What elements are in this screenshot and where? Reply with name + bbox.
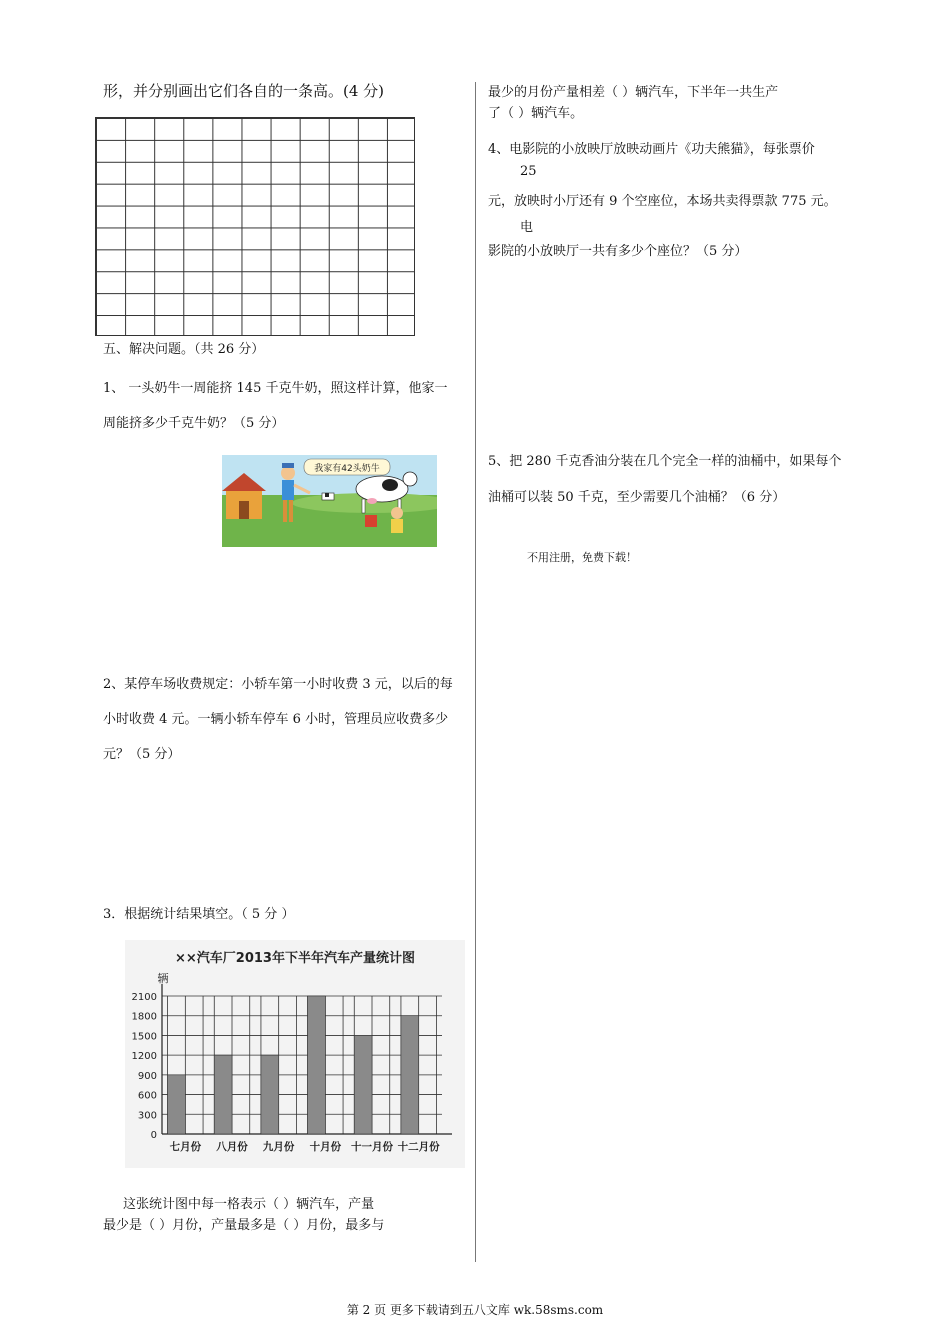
chart-bar-6	[401, 1016, 419, 1134]
chart-title: ××汽车厂2013年下半年汽车产量统计图	[175, 951, 415, 966]
q3-cont-line1: 最少的月份产量相差（ ）辆汽车，下半年一共生产	[488, 85, 779, 100]
chart-y-tick-label: 1800	[131, 1011, 157, 1023]
page-footer: 第 2 页 更多下载请到五八文库 wk.58sms.com	[346, 1303, 604, 1317]
farm-illustration	[222, 455, 437, 547]
chart-x-tick-label: 七月份	[169, 1141, 202, 1153]
chart-y-tick-label: 0	[150, 1130, 157, 1141]
q1-line1: 1、 一头奶牛一周能挤 145 千克牛奶，照这样计算，他家一	[103, 381, 448, 396]
q3-cont-line2: 了（ ）辆汽车。	[488, 106, 584, 121]
chart-x-tick-label: 十二月份	[397, 1141, 440, 1153]
chart-y-tick-label: 1200	[131, 1051, 157, 1063]
q4-line4: 电	[520, 220, 534, 235]
geometry-question-line: 形，并分别画出它们各自的一条高。(4 分)	[103, 82, 385, 100]
chart-x-tick-label: 十月份	[309, 1141, 342, 1153]
chart-bar-1	[168, 1075, 186, 1134]
ad-text: 不用注册，免费下载！	[527, 551, 637, 564]
chart-ylabel: 辆	[157, 972, 169, 985]
chart-bar-4	[308, 996, 326, 1134]
q2-line2: 小时收费 4 元。一辆小轿车停车 6 小时，管理员应收费多少	[103, 712, 449, 727]
column-divider	[475, 82, 476, 1262]
chart-x-tick-label: 十一月份	[351, 1141, 393, 1153]
grid-paper	[95, 117, 415, 336]
q2-line3: 元？（5 分）	[103, 747, 181, 762]
speech-bubble-text: 我家有42头奶牛	[314, 464, 380, 474]
chart-y-tick-label: 1500	[131, 1031, 157, 1043]
q1-line2: 周能挤多少千克牛奶？（5 分）	[103, 416, 285, 431]
q4-line1: 4、电影院的小放映厅放映动画片《功夫熊猫》，每张票价	[488, 142, 815, 157]
q5-line1: 5、把 280 千克香油分装在几个完全一样的油桶中，如果每个	[488, 454, 842, 469]
section5-title: 五、解决问题。（共 26 分）	[103, 342, 265, 357]
q3-fill-line1: 这张统计图中每一格表示（ ）辆汽车，产量	[123, 1197, 375, 1212]
q4-line5: 影院的小放映厅一共有多少个座位？（5 分）	[488, 244, 748, 259]
q3-fill-line2: 最少是（ ）月份，产量最多是（ ）月份，最多与	[103, 1218, 385, 1233]
q5-line2: 油桶可以装 50 千克，至少需要几个油桶？（6 分）	[488, 490, 786, 505]
chart-bar-5	[354, 1035, 372, 1134]
production-bar-chart	[125, 940, 465, 1168]
chart-bar-2	[214, 1055, 232, 1134]
chart-bar-3	[261, 1055, 279, 1134]
chart-y-tick-label: 2100	[131, 992, 157, 1003]
q2-line1: 2、某停车场收费规定：小轿车第一小时收费 3 元，以后的每	[103, 677, 453, 692]
chart-y-tick-label: 600	[137, 1090, 157, 1102]
q4-line2: 25	[520, 164, 537, 179]
q3-title: 3．根据统计结果填空。（ 5 分 ）	[103, 907, 295, 922]
q4-line3: 元，放映时小厅还有 9 个空座位，本场共卖得票款 775 元。	[488, 194, 837, 209]
chart-x-tick-label: 八月份	[216, 1141, 248, 1153]
chart-x-tick-label: 九月份	[262, 1141, 295, 1153]
chart-y-tick-label: 900	[137, 1070, 157, 1082]
chart-y-tick-label: 300	[137, 1110, 157, 1122]
